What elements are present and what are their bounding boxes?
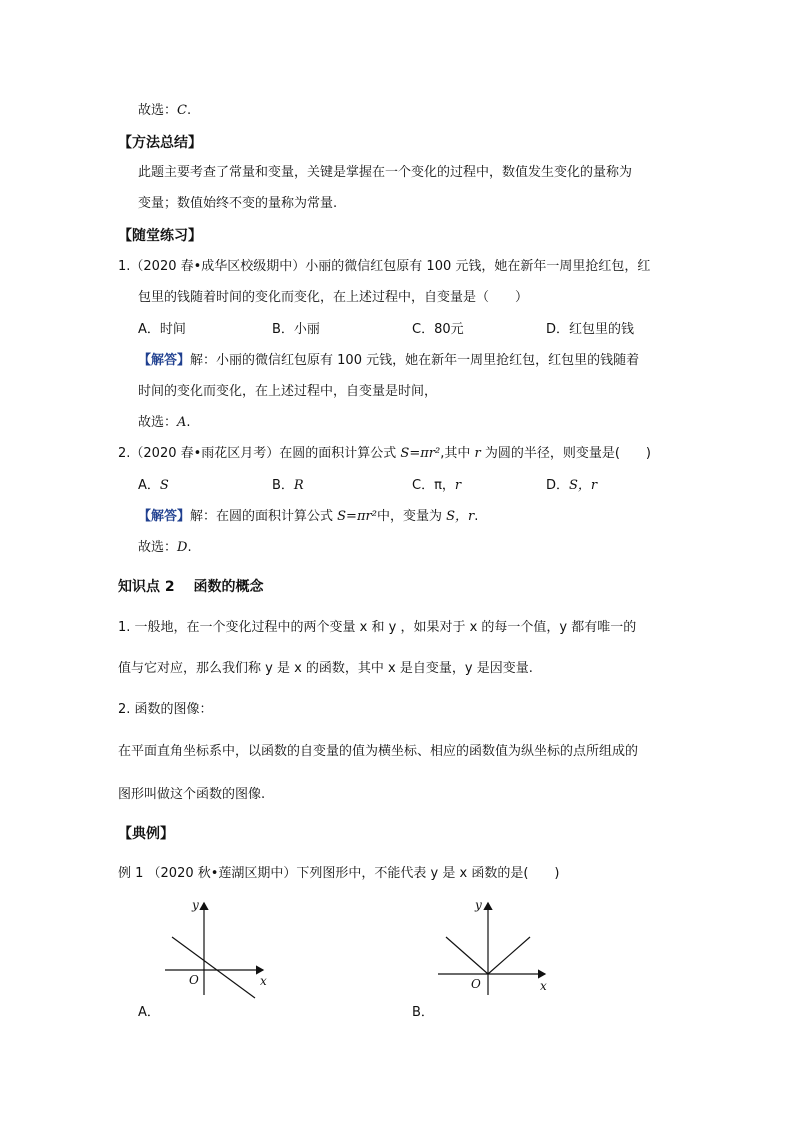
answer-prefix: 故选： xyxy=(138,103,178,118)
q2-answer-middle: 中，变量为 xyxy=(376,509,447,524)
graph-a-label: A． xyxy=(138,1005,160,1020)
q2-answer-prefix: 解：在圆的面积计算公式 xyxy=(190,509,338,524)
q2-line xyxy=(118,444,651,464)
q2-final-answer xyxy=(138,538,192,558)
q1-final-prefix: 故选： xyxy=(138,415,178,430)
q1-final-suffix: . xyxy=(186,415,191,430)
q2-suffix: 为圆的半径，则变量是( ) xyxy=(480,446,651,461)
q2-answer-line xyxy=(138,507,478,527)
q2-option-d xyxy=(546,476,597,496)
graph-b-right-ray xyxy=(488,937,530,974)
q2-answer-formula: S=πr² xyxy=(337,509,377,524)
method-summary-line-1: 此题主要考查了常量和变量，关键是掌握在一个变化的过程中，数值发生变化的量称为 xyxy=(138,165,633,180)
q2-option-a-label: A． xyxy=(138,478,160,493)
graph-a xyxy=(160,895,280,1000)
q2-option-c-var: r xyxy=(454,478,462,493)
answer-line-c xyxy=(138,101,191,121)
q1-option-a: A．时间 xyxy=(138,322,186,337)
q1-option-b: B．小丽 xyxy=(272,322,320,337)
answer-letter: C xyxy=(177,103,187,118)
kp-p1-line-2: 值与它对应，那么我们称 y 是 x 的函数，其中 x 是自变量，y 是因变量. xyxy=(118,661,533,676)
practice-title: 【随堂练习】 xyxy=(118,228,202,244)
q2-var-r: r xyxy=(474,446,481,461)
q2-final-suffix: . xyxy=(187,540,192,555)
q2-answer-tag: 【解答】 xyxy=(138,509,191,524)
kp-p2-title: 2. 函数的图像： xyxy=(118,702,213,717)
example-question: 例 1 （2020 秋•莲湖区期中）下列图形中，不能代表 y 是 x 函数的是( ) xyxy=(118,866,560,881)
q2-prefix: 2.（2020 春•雨花区月考）在圆的面积计算公式 xyxy=(118,446,401,461)
q2-option-a-var: S xyxy=(159,478,169,493)
q2-middle: ,其中 xyxy=(440,446,475,461)
graph-b-y-label: y xyxy=(475,898,482,912)
graph-a-x-label: x xyxy=(260,974,267,988)
q2-option-d-label: D． xyxy=(546,478,570,493)
kp-p2-line-1: 在平面直角坐标系中，以函数的自变量的值为横坐标、相应的函数值为纵坐标的点所组成的 xyxy=(118,744,639,759)
q2-final-letter: D xyxy=(177,540,188,555)
graph-b xyxy=(430,895,555,1000)
q1-answer-line-1 xyxy=(138,351,639,371)
q1-option-c: C．80元 xyxy=(412,322,464,337)
answer-suffix: . xyxy=(186,103,192,118)
method-summary-line-2: 变量；数值始终不变的量称为常量. xyxy=(138,196,338,211)
graph-b-left-ray xyxy=(446,937,488,974)
q1-final-letter: A xyxy=(177,415,187,430)
graph-a-origin: O xyxy=(189,973,199,987)
q2-option-c-label: C．π， xyxy=(412,478,455,493)
q2-option-c xyxy=(412,476,461,496)
q1-option-d: D．红包里的钱 xyxy=(546,322,635,337)
q2-option-d-var: S，r xyxy=(569,478,598,493)
q1-line-2: 包里的钱随着时间的变化而变化，在上述过程中，自变量是（ ） xyxy=(138,290,529,305)
q1-final-answer xyxy=(138,413,191,433)
q1-line-1: 1.（2020 春•成华区校级期中）小丽的微信红包原有 100 元钱，她在新年一周里抢红包，红 xyxy=(118,259,651,274)
kp-p2-line-2: 图形叫做这个函数的图像. xyxy=(118,787,266,802)
q1-answer-tag: 【解答】 xyxy=(138,353,191,368)
q2-answer-end: . xyxy=(474,509,479,524)
q1-answer-line-2: 时间的变化而变化，在上述过程中，自变量是时间， xyxy=(138,384,438,399)
graph-b-origin: O xyxy=(471,977,481,991)
q1-answer-text-1: 解：小丽的微信红包原有 100 元钱，她在新年一周里抢红包，红包里的钱随着 xyxy=(190,353,640,368)
q2-option-b xyxy=(272,476,304,496)
graph-a-y-label: y xyxy=(192,898,199,912)
graph-a-line xyxy=(172,937,255,998)
graph-b-x-label: x xyxy=(540,979,547,993)
knowledge-point-title: 知识点 2 函数的概念 xyxy=(118,579,264,595)
kp-p1-line-1: 1. 一般地，在一个变化过程中的两个变量 x 和 y ，如果对于 x 的每一个值，y 都有唯一的 xyxy=(118,620,637,635)
q2-formula: S=πr² xyxy=(400,446,441,461)
q2-final-prefix: 故选： xyxy=(138,540,178,555)
q2-option-b-label: B． xyxy=(272,478,294,493)
q2-answer-vars: S，r xyxy=(446,509,475,524)
graph-b-label: B． xyxy=(412,1005,434,1020)
example-title: 【典例】 xyxy=(118,826,174,842)
q2-option-a xyxy=(138,476,169,496)
q2-option-b-var: R xyxy=(293,478,304,493)
method-summary-title: 【方法总结】 xyxy=(118,135,202,151)
